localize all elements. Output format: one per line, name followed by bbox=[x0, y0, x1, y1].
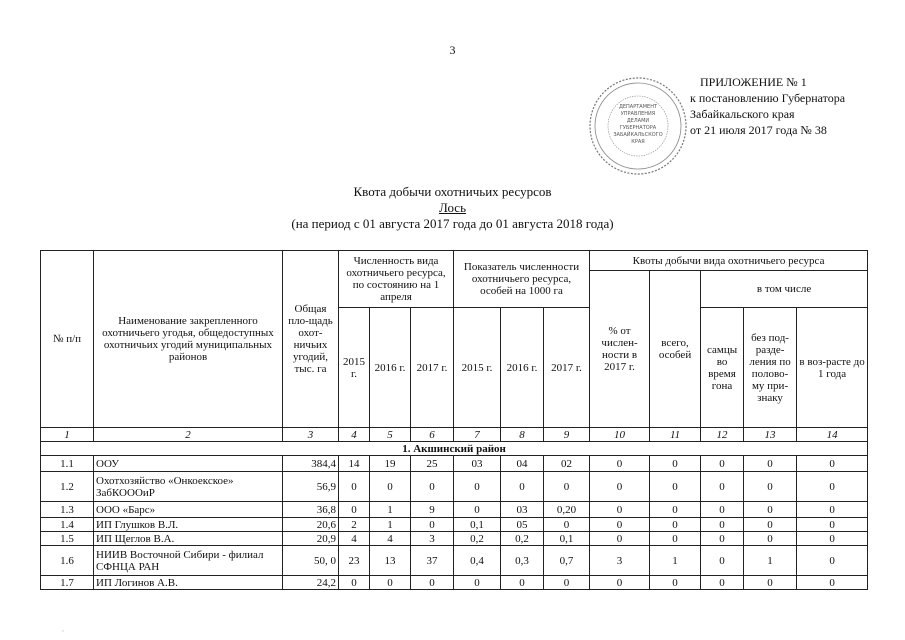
value-cell: 0 bbox=[590, 502, 650, 518]
column-number: 9 bbox=[544, 428, 590, 442]
value-cell: 0 bbox=[701, 532, 744, 546]
value-cell: 0 bbox=[650, 518, 701, 532]
value-cell: 02 bbox=[544, 456, 590, 472]
page-mark: ‘ bbox=[62, 630, 64, 636]
header-year: 2017 г. bbox=[544, 308, 590, 428]
value-cell: 50, 0 bbox=[283, 546, 339, 576]
value-cell: 0 bbox=[797, 472, 868, 502]
value-cell: 0,3 bbox=[501, 546, 544, 576]
column-number: 4 bbox=[339, 428, 370, 442]
value-cell: 0 bbox=[544, 518, 590, 532]
table-row bbox=[41, 502, 868, 518]
value-cell: 0 bbox=[411, 576, 454, 590]
header-year: 2015 г. bbox=[454, 308, 501, 428]
value-cell: 384,4 bbox=[283, 456, 339, 472]
land-name-cell: ИП Щеглов В.А. bbox=[94, 532, 283, 546]
value-cell: 0 bbox=[744, 456, 797, 472]
header-year: 2016 г. bbox=[370, 308, 411, 428]
row-number-cell: 1.3 bbox=[41, 502, 94, 518]
value-cell: 56,9 bbox=[283, 472, 339, 502]
seal-text-1: ДЕПАРТАМЕНТ bbox=[618, 104, 658, 110]
value-cell: 0 bbox=[701, 502, 744, 518]
row-number-cell: 1.2 bbox=[41, 472, 94, 502]
section-heading: 1. Акшинский район bbox=[41, 442, 868, 456]
value-cell: 0 bbox=[797, 518, 868, 532]
column-number: 6 bbox=[411, 428, 454, 442]
value-cell: 0 bbox=[650, 472, 701, 502]
value-cell: 0 bbox=[744, 576, 797, 590]
header-no-sex-division: без под-разде-ления по полово-му при-знаку bbox=[744, 308, 797, 428]
row-number-cell: 1.4 bbox=[41, 518, 94, 532]
value-cell: 20,6 bbox=[283, 518, 339, 532]
value-cell: 0 bbox=[544, 472, 590, 502]
value-cell: 0 bbox=[744, 518, 797, 532]
row-number-cell: 1.1 bbox=[41, 456, 94, 472]
value-cell: 1 bbox=[650, 546, 701, 576]
document-title-block bbox=[0, 184, 905, 232]
value-cell: 13 bbox=[370, 546, 411, 576]
seal-text-6: КРАЯ bbox=[631, 139, 645, 145]
value-cell: 0 bbox=[590, 576, 650, 590]
value-cell: 0 bbox=[701, 576, 744, 590]
value-cell: 0 bbox=[339, 576, 370, 590]
value-cell: 0 bbox=[744, 532, 797, 546]
page-number: 3 bbox=[449, 43, 456, 57]
column-number: 5 bbox=[370, 428, 411, 442]
value-cell: 0 bbox=[650, 456, 701, 472]
column-number: 2 bbox=[94, 428, 283, 442]
value-cell: 0 bbox=[744, 502, 797, 518]
header-total-area: Общая пло-щадь охот-ничьих угодий, тыс. га bbox=[283, 251, 339, 428]
value-cell: 0 bbox=[744, 472, 797, 502]
value-cell: 0,2 bbox=[454, 532, 501, 546]
column-number: 11 bbox=[650, 428, 701, 442]
value-cell: 0 bbox=[590, 532, 650, 546]
land-name-cell: ООО «Барс» bbox=[94, 502, 283, 518]
value-cell: 03 bbox=[501, 502, 544, 518]
seal-text-3: ДЕЛАМИ bbox=[626, 118, 650, 124]
header-year: 2015 г. bbox=[339, 308, 370, 428]
value-cell: 0 bbox=[797, 532, 868, 546]
value-cell: 0 bbox=[701, 518, 744, 532]
value-cell: 0 bbox=[339, 472, 370, 502]
land-name-cell: ООУ bbox=[94, 456, 283, 472]
value-cell: 0 bbox=[701, 472, 744, 502]
land-name-cell: Охотхозяйство «Онкоекское» ЗабКОООиР bbox=[94, 472, 283, 502]
value-cell: 14 bbox=[339, 456, 370, 472]
value-cell: 05 bbox=[501, 518, 544, 532]
column-number: 14 bbox=[797, 428, 868, 442]
table-row bbox=[41, 532, 868, 546]
value-cell: 0 bbox=[590, 472, 650, 502]
land-name-cell: ИП Глушков В.Л. bbox=[94, 518, 283, 532]
value-cell: 0 bbox=[454, 472, 501, 502]
table-row bbox=[41, 472, 868, 502]
value-cell: 0 bbox=[590, 456, 650, 472]
land-name-cell: НИИВ Восточной Сибири - филиал СФНЦА РАН bbox=[94, 546, 283, 576]
official-seal bbox=[582, 74, 694, 178]
value-cell: 03 bbox=[454, 456, 501, 472]
value-cell: 19 bbox=[370, 456, 411, 472]
value-cell: 2 bbox=[339, 518, 370, 532]
header-percent: % от числен-ности в 2017 г. bbox=[590, 271, 650, 428]
value-cell: 04 bbox=[501, 456, 544, 472]
value-cell: 0 bbox=[454, 576, 501, 590]
value-cell: 0 bbox=[501, 576, 544, 590]
table-row bbox=[41, 518, 868, 532]
appendix-line-3: от 21 июля 2017 года № 38 bbox=[690, 123, 827, 137]
header-total: всего, особей bbox=[650, 271, 701, 428]
value-cell: 0 bbox=[501, 472, 544, 502]
value-cell: 0 bbox=[701, 546, 744, 576]
header-population-count: Численность вида охотничьего ресурса, по состоянию на 1 апреля bbox=[339, 251, 454, 308]
value-cell: 0,1 bbox=[544, 532, 590, 546]
value-cell: 0,20 bbox=[544, 502, 590, 518]
column-number: 13 bbox=[744, 428, 797, 442]
table-row bbox=[41, 546, 868, 576]
header-year: 2016 г. bbox=[501, 308, 544, 428]
column-number: 7 bbox=[454, 428, 501, 442]
quota-period: (на период с 01 августа 2017 года до 01 августа 2018 года) bbox=[291, 216, 614, 231]
value-cell: 0 bbox=[590, 518, 650, 532]
value-cell: 0 bbox=[650, 532, 701, 546]
seal-text-4: ГУБЕРНАТОРА bbox=[619, 125, 657, 131]
value-cell: 1 bbox=[744, 546, 797, 576]
seal-text-5: ЗАБАЙКАЛЬСКОГО bbox=[613, 132, 663, 138]
value-cell: 0 bbox=[411, 518, 454, 532]
appendix-header bbox=[690, 74, 845, 138]
header-year: 2017 г. bbox=[411, 308, 454, 428]
value-cell: 3 bbox=[411, 532, 454, 546]
value-cell: 0,2 bbox=[501, 532, 544, 546]
value-cell: 9 bbox=[411, 502, 454, 518]
value-cell: 0 bbox=[411, 472, 454, 502]
column-number: 12 bbox=[701, 428, 744, 442]
appendix-line-1: к постановлению Губернатора bbox=[690, 91, 846, 105]
table-row bbox=[41, 576, 868, 590]
quota-table bbox=[40, 250, 868, 590]
value-cell: 0 bbox=[650, 502, 701, 518]
column-number: 8 bbox=[501, 428, 544, 442]
value-cell: 24,2 bbox=[283, 576, 339, 590]
value-cell: 0 bbox=[370, 576, 411, 590]
header-land-name: Наименование закрепленного охотничьего угодья, общедоступных охотничьих угодий муниципальных районов bbox=[94, 251, 283, 428]
appendix-title: ПРИЛОЖЕНИЕ № 1 bbox=[700, 75, 807, 89]
value-cell: 0 bbox=[701, 456, 744, 472]
column-number: 3 bbox=[283, 428, 339, 442]
value-cell: 20,9 bbox=[283, 532, 339, 546]
land-name-cell: ИП Логинов А.В. bbox=[94, 576, 283, 590]
appendix-line-2: Забайкальского края bbox=[690, 107, 795, 121]
column-number-row bbox=[41, 428, 868, 442]
value-cell: 3 bbox=[590, 546, 650, 576]
value-cell: 0,4 bbox=[454, 546, 501, 576]
table-row bbox=[41, 456, 868, 472]
value-cell: 0 bbox=[797, 456, 868, 472]
value-cell: 0 bbox=[454, 502, 501, 518]
header-males-rut: самцы во время гона bbox=[701, 308, 744, 428]
header-population-index: Показатель численности охотничьего ресурса, особей на 1000 га bbox=[454, 251, 590, 308]
value-cell: 1 bbox=[370, 502, 411, 518]
value-cell: 0,1 bbox=[454, 518, 501, 532]
document-title: Квота добычи охотничьих ресурсов bbox=[353, 184, 552, 199]
header-harvest-quota: Квоты добычи вида охотничьего ресурса bbox=[590, 251, 868, 271]
value-cell: 0 bbox=[544, 576, 590, 590]
species-name: Лось bbox=[438, 200, 466, 215]
column-number: 1 bbox=[41, 428, 94, 442]
value-cell: 0 bbox=[797, 502, 868, 518]
value-cell: 0 bbox=[650, 576, 701, 590]
column-number: 10 bbox=[590, 428, 650, 442]
value-cell: 23 bbox=[339, 546, 370, 576]
row-number-cell: 1.5 bbox=[41, 532, 94, 546]
value-cell: 37 bbox=[411, 546, 454, 576]
value-cell: 0 bbox=[370, 472, 411, 502]
value-cell: 4 bbox=[339, 532, 370, 546]
value-cell: 0 bbox=[797, 576, 868, 590]
header-under-one-year: в воз-расте до 1 года bbox=[797, 308, 868, 428]
value-cell: 1 bbox=[370, 518, 411, 532]
value-cell: 0 bbox=[339, 502, 370, 518]
row-number-cell: 1.6 bbox=[41, 546, 94, 576]
row-number-cell: 1.7 bbox=[41, 576, 94, 590]
value-cell: 0 bbox=[797, 546, 868, 576]
value-cell: 0,7 bbox=[544, 546, 590, 576]
value-cell: 4 bbox=[370, 532, 411, 546]
value-cell: 36,8 bbox=[283, 502, 339, 518]
value-cell: 25 bbox=[411, 456, 454, 472]
header-row-number: № п/п bbox=[41, 251, 94, 428]
header-including: в том числе bbox=[701, 271, 868, 308]
seal-text-2: УПРАВЛЕНИЯ bbox=[620, 111, 656, 117]
